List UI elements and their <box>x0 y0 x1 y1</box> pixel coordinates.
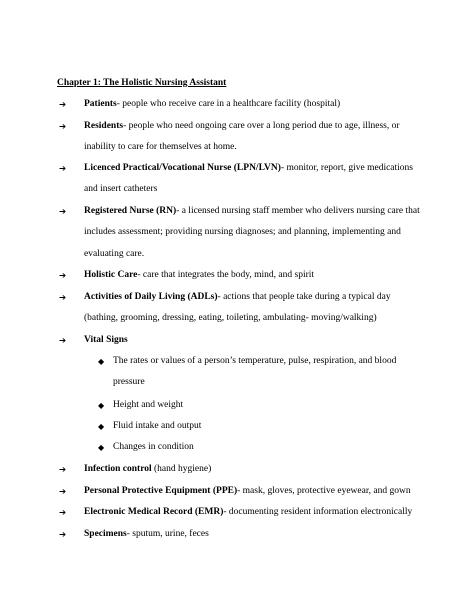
arrow-bullet-icon: ➔ <box>59 336 67 346</box>
list-item <box>84 205 420 217</box>
sub-list-item-continuation: pressure <box>113 377 145 387</box>
definition: - a licensed nursing staff member who delivers nursing care that <box>176 206 420 216</box>
definition: - documenting resident information electronically <box>223 507 413 517</box>
definition-continuation: (bathing, grooming, dressing, eating, toileting, ambulating- moving/walking) <box>84 313 377 323</box>
definition: - people who need ongoing care over a long period due to age, illness, or <box>123 121 400 131</box>
arrow-bullet-icon: ➔ <box>59 293 67 303</box>
sub-list-item: Height and weight <box>113 400 184 410</box>
term: Electronic Medical Record (EMR) <box>84 507 224 517</box>
definition: - mask, gloves, protective eyewear, and gown <box>237 486 411 496</box>
diamond-bullet-icon: ◆ <box>98 443 105 452</box>
term: Residents <box>84 121 124 131</box>
definition: - sputum, urine, feces <box>126 529 209 539</box>
definition: - actions that people take during a typical day <box>217 292 391 302</box>
term: Patients <box>84 99 117 109</box>
list-item <box>84 334 128 346</box>
list-item <box>84 162 413 174</box>
chapter-title: Chapter 1: The Holistic Nursing Assistant <box>57 78 227 88</box>
arrow-bullet-icon: ➔ <box>59 465 67 475</box>
list-item <box>84 463 211 475</box>
diamond-bullet-icon: ◆ <box>98 422 105 431</box>
arrow-bullet-icon: ➔ <box>59 530 67 540</box>
definition: - people who receive care in a healthcare facility (hospital) <box>116 99 341 109</box>
list-item <box>84 291 391 303</box>
term: Specimens <box>84 529 127 539</box>
arrow-bullet-icon: ➔ <box>59 207 67 217</box>
term: Personal Protective Equipment (PPE) <box>84 486 238 496</box>
sub-list-item: Fluid intake and output <box>113 421 202 431</box>
definition: - monitor, report, give medications <box>280 163 413 173</box>
term: Infection control <box>84 464 152 474</box>
term: Licenced Practical/Vocational Nurse (LPN/LVN) <box>84 163 281 173</box>
diamond-bullet-icon: ◆ <box>98 357 105 366</box>
list-item <box>84 528 209 540</box>
term: Registered Nurse (RN) <box>84 206 177 216</box>
term: Vital Signs <box>84 335 128 345</box>
definition-continuation: includes assessment; providing nursing diagnoses; and planning, implementing and <box>84 227 401 237</box>
list-item <box>84 98 340 110</box>
arrow-bullet-icon: ➔ <box>59 100 67 110</box>
definition: - care that integrates the body, mind, and spirit <box>137 270 315 280</box>
list-item <box>84 506 412 518</box>
arrow-bullet-icon: ➔ <box>59 164 67 174</box>
arrow-bullet-icon: ➔ <box>59 487 67 497</box>
list-item <box>84 485 411 497</box>
definition-continuation: evaluating care. <box>84 249 145 259</box>
definition: (hand hygiene) <box>151 464 212 474</box>
arrow-bullet-icon: ➔ <box>59 508 67 518</box>
arrow-bullet-icon: ➔ <box>59 271 67 281</box>
list-item <box>84 269 314 281</box>
sub-list-item: The rates or values of a person’s temperature, pulse, respiration, and blood <box>113 356 397 366</box>
term: Activities of Daily Living (ADLs) <box>84 292 218 302</box>
definition-continuation: inability to care for themselves at home. <box>84 142 237 152</box>
arrow-bullet-icon: ➔ <box>59 122 67 132</box>
list-item <box>84 120 400 132</box>
diamond-bullet-icon: ◆ <box>98 401 105 410</box>
term: Holistic Care <box>84 270 138 280</box>
sub-list-item: Changes in condition <box>113 442 194 452</box>
definition-continuation: and insert catheters <box>84 184 158 194</box>
